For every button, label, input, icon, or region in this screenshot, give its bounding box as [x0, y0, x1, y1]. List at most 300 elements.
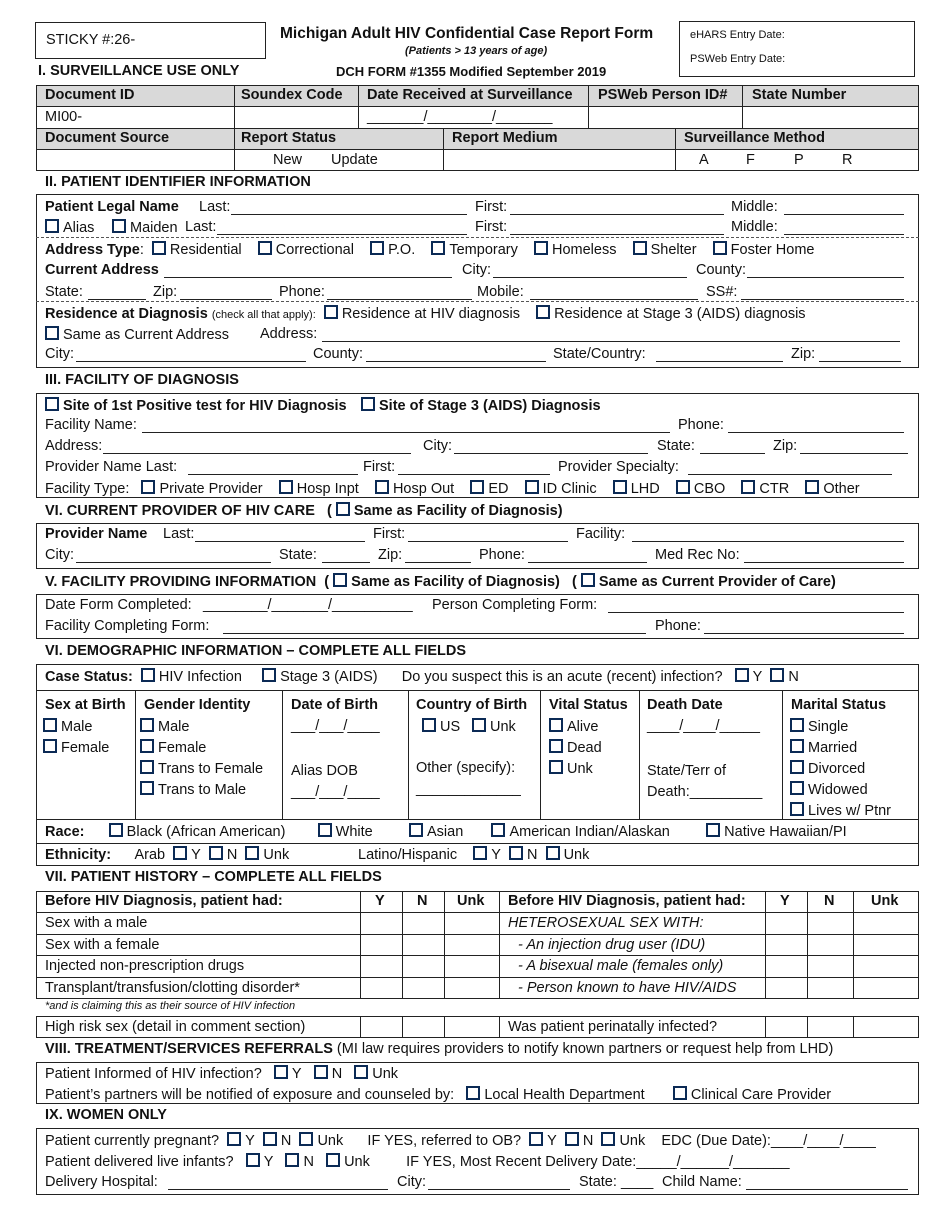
checkbox-icon[interactable] — [509, 846, 523, 860]
maiden-option[interactable] — [112, 219, 178, 237]
col-document-id: Document ID — [45, 87, 135, 103]
completing-phone-input[interactable] — [704, 620, 904, 634]
med-rec-input[interactable] — [744, 549, 904, 563]
checkbox-icon[interactable] — [299, 1132, 313, 1146]
delivered-yes-option[interactable]: Y — [263, 1154, 274, 1170]
checkbox-icon[interactable] — [491, 823, 505, 837]
history-right-header: Before HIV Diagnosis, patient had: — [508, 893, 746, 909]
section-women-title: IX. WOMEN ONLY — [45, 1107, 167, 1123]
checkbox-icon[interactable] — [173, 846, 187, 860]
homeless-option[interactable]: Homeless — [551, 242, 617, 258]
race-label: Race: — [45, 824, 85, 840]
checkbox-icon[interactable] — [45, 219, 59, 233]
provider-zip-input[interactable] — [405, 549, 471, 563]
paren: ( — [571, 574, 577, 590]
checkbox-icon[interactable] — [713, 241, 727, 255]
col-line — [588, 85, 589, 128]
maiden-label: Maiden — [130, 220, 178, 236]
delivered-no-option[interactable]: N — [303, 1154, 314, 1170]
current-provider-title-text: VI. CURRENT PROVIDER OF HIV CARE — [45, 503, 315, 519]
alias-last-input[interactable] — [217, 221, 467, 235]
trans-female-label: Trans to Female — [158, 761, 264, 777]
checkbox-icon[interactable] — [318, 823, 332, 837]
shelter-option[interactable]: Shelter — [650, 242, 697, 258]
country-us-option[interactable] — [422, 718, 460, 736]
facility-completing-input[interactable] — [223, 620, 646, 634]
delivery-hospital-label: Delivery Hospital: — [45, 1174, 158, 1190]
checkbox-icon[interactable] — [549, 718, 563, 732]
row-line — [36, 819, 919, 820]
vital-dead-option[interactable] — [549, 739, 602, 757]
history-row-idu: - An injection drug user (IDU) — [518, 937, 706, 953]
history-row-transplant: Transplant/transfusion/clotting disorder* — [45, 980, 300, 996]
provider-specialty-input[interactable] — [688, 461, 892, 475]
ob-yes-option[interactable]: Y — [547, 1133, 557, 1149]
child-name-label: Child Name: — [662, 1174, 742, 1190]
ehars-entry-date: eHARS Entry Date: — [690, 29, 785, 41]
col-line — [408, 690, 409, 819]
residence-hiv-option[interactable]: Residence at HIV diagnosis — [341, 306, 520, 322]
gender-female-option[interactable] — [140, 739, 206, 757]
provider-name-label: Provider Name — [45, 526, 148, 542]
residential-option[interactable]: Residential — [169, 242, 242, 258]
checkbox-icon[interactable] — [45, 397, 59, 411]
current-zip-label: Zip: — [153, 284, 178, 300]
alias-middle-input[interactable] — [784, 221, 904, 235]
current-zip-input[interactable] — [180, 286, 272, 300]
informed-no-option[interactable]: N — [331, 1066, 343, 1082]
facility-type-row — [45, 480, 860, 498]
checkbox-icon[interactable] — [741, 480, 755, 494]
dx-provider-first-label: First: — [363, 459, 396, 475]
col-line — [234, 128, 235, 171]
delivery-city-input[interactable] — [428, 1176, 570, 1190]
checkbox-icon[interactable] — [314, 1065, 328, 1079]
checkbox-icon[interactable] — [279, 480, 293, 494]
pregnant-row — [45, 1132, 876, 1150]
checkbox-icon[interactable] — [45, 326, 59, 340]
facility-zip-input[interactable] — [800, 440, 908, 454]
delivery-state-label: State: — [579, 1174, 617, 1190]
provider-last-label: Last: — [163, 526, 195, 542]
history-row-bisexual: - A bisexual male (females only) — [518, 958, 724, 974]
dob-input[interactable]: ___/___/____ — [291, 718, 380, 734]
col-line — [402, 1016, 403, 1038]
checkbox-icon[interactable] — [549, 760, 563, 774]
facility-name-input[interactable] — [142, 419, 670, 433]
alias-label: Alias — [63, 220, 95, 236]
facility-state-input[interactable] — [700, 440, 765, 454]
country-unk-label: Unk — [490, 719, 516, 735]
vital-alive-option[interactable] — [549, 718, 598, 736]
legal-middle-input[interactable] — [784, 201, 904, 215]
facility-city-input[interactable] — [454, 440, 648, 454]
edc-field[interactable]: EDC (Due Date):____/____/____ — [661, 1133, 876, 1149]
checkbox-icon[interactable] — [227, 1132, 241, 1146]
paren: ( — [326, 503, 332, 519]
form-title: Michigan Adult HIV Confidential Case Report Form — [280, 25, 654, 42]
checkbox-icon[interactable] — [565, 1132, 579, 1146]
dx-provider-last-input[interactable] — [188, 461, 358, 475]
col-psweb-id: PSWeb Person ID# — [598, 87, 728, 103]
checkbox-icon[interactable] — [141, 480, 155, 494]
col-line — [540, 690, 541, 819]
checkbox-icon[interactable] — [581, 573, 595, 587]
col-line — [765, 1016, 766, 1038]
dx-provider-first-input[interactable] — [398, 461, 550, 475]
status-update[interactable]: Update — [331, 152, 378, 168]
checkbox-icon[interactable] — [790, 739, 804, 753]
current-mobile-input[interactable] — [530, 286, 698, 300]
ethnicity-row — [45, 846, 289, 864]
sex-at-birth-header: Sex at Birth — [45, 697, 126, 713]
marital-divorced-option[interactable] — [790, 760, 865, 778]
type-ed[interactable]: ED — [488, 481, 509, 497]
trans-male-option[interactable] — [140, 781, 246, 799]
provider-first-input[interactable] — [408, 528, 568, 542]
residence-county-input[interactable] — [366, 348, 546, 362]
residence-state-country-input[interactable] — [656, 348, 783, 362]
col-line — [402, 891, 403, 999]
checkbox-icon[interactable] — [262, 668, 276, 682]
person-completing-input[interactable] — [608, 599, 904, 613]
stage3-option[interactable]: Stage 3 (AIDS) — [280, 669, 378, 685]
method-p[interactable]: P — [794, 152, 804, 168]
type-hosp-inpt[interactable]: Hosp Inpt — [296, 481, 359, 497]
checkbox-icon[interactable] — [354, 1065, 368, 1079]
checkbox-icon[interactable] — [324, 305, 338, 319]
site-aids-option[interactable] — [361, 397, 601, 415]
type-ctr[interactable]: CTR — [759, 481, 790, 497]
pregnant-yes-option[interactable]: Y — [245, 1133, 255, 1149]
col-line — [675, 128, 676, 171]
race-white-option[interactable]: White — [335, 824, 373, 840]
sticky-number: STICKY #:26- — [46, 32, 136, 48]
check-all-note: (check all that apply): — [211, 309, 316, 321]
section-patient-history-title: VII. PATIENT HISTORY – COMPLETE ALL FIELDS — [45, 869, 382, 885]
checkbox-icon[interactable] — [336, 502, 350, 516]
checkbox-icon[interactable] — [140, 760, 154, 774]
residence-zip-input[interactable] — [819, 348, 901, 362]
checkbox-icon[interactable] — [473, 846, 487, 860]
informed-row — [45, 1065, 398, 1083]
checkbox-icon[interactable] — [601, 1132, 615, 1146]
history-left-header: Before HIV Diagnosis, patient had: — [45, 893, 283, 909]
provider-city-input[interactable] — [76, 549, 271, 563]
checkbox-icon[interactable] — [472, 718, 486, 732]
row-line — [36, 843, 919, 844]
referrals-title-text: VIII. TREATMENT/SERVICES REFERRALS — [45, 1041, 333, 1057]
checkbox-icon[interactable] — [790, 760, 804, 774]
residence-aids-option[interactable]: Residence at Stage 3 (AIDS) diagnosis — [554, 306, 806, 322]
checkbox-icon[interactable] — [140, 718, 154, 732]
facility-providing-title-text: V. FACILITY PROVIDING INFORMATION — [45, 574, 317, 590]
informed-yes-option[interactable]: Y — [291, 1066, 302, 1082]
facility-completing-label: Facility Completing Form: — [45, 618, 210, 634]
delivery-hospital-input[interactable] — [168, 1176, 388, 1190]
race-asian-option[interactable]: Asian — [427, 824, 464, 840]
provider-state-input[interactable] — [322, 549, 370, 563]
vital-unk-option[interactable] — [549, 760, 593, 778]
checkbox-icon[interactable] — [246, 1153, 260, 1167]
latino-yes-option[interactable]: Y — [491, 847, 501, 863]
col-line — [639, 690, 640, 819]
checkbox-icon[interactable] — [613, 480, 627, 494]
provider-facility-input[interactable] — [632, 528, 904, 542]
checkbox-icon[interactable] — [534, 241, 548, 255]
current-state-label: State: — [45, 284, 83, 300]
checkbox-icon[interactable] — [140, 781, 154, 795]
gender-identity-header: Gender Identity — [144, 697, 251, 713]
death-date-input[interactable]: ____/____/_____ — [647, 718, 760, 734]
method-r[interactable]: R — [842, 152, 853, 168]
current-city-input[interactable] — [493, 264, 687, 278]
arab-yes-option[interactable]: Y — [191, 847, 201, 863]
pregnant-no-option[interactable]: N — [280, 1133, 292, 1149]
section-current-provider-title — [45, 502, 563, 520]
ob-unk-option[interactable]: Unk — [619, 1133, 646, 1149]
residence-county-label: County: — [313, 346, 363, 362]
legal-name-label: Patient Legal Name — [45, 199, 179, 215]
ssn-input[interactable] — [741, 286, 904, 300]
acute-yes-option[interactable]: Y — [752, 669, 763, 685]
checkbox-icon[interactable] — [152, 241, 166, 255]
checkbox-icon[interactable] — [549, 739, 563, 753]
arab-label: Arab — [134, 847, 166, 863]
delivery-state-input[interactable]: ____ — [621, 1174, 654, 1190]
gender-male-option[interactable] — [140, 718, 189, 736]
current-phone-label: Phone: — [279, 284, 325, 300]
method-a[interactable]: A — [699, 152, 709, 168]
checkbox-icon[interactable] — [43, 718, 57, 732]
checkbox-icon[interactable] — [525, 480, 539, 494]
marital-divorced-label: Divorced — [808, 761, 866, 777]
foster-home-option[interactable]: Foster Home — [730, 242, 815, 258]
provider-last-input[interactable] — [195, 528, 365, 542]
checkbox-icon[interactable] — [109, 823, 123, 837]
section-referrals-title — [45, 1041, 833, 1058]
row-line — [36, 934, 919, 935]
type-lhd[interactable]: LHD — [630, 481, 660, 497]
trans-female-option[interactable] — [140, 760, 263, 778]
checkbox-icon[interactable] — [422, 718, 436, 732]
po-option[interactable]: P.O. — [388, 242, 416, 258]
alias-option[interactable] — [45, 219, 94, 237]
race-nhpi-option[interactable]: Native Hawaiian/PI — [724, 824, 847, 840]
divider — [36, 237, 919, 238]
trans-male-label: Trans to Male — [158, 782, 247, 798]
checkbox-icon[interactable] — [245, 846, 259, 860]
type-hosp-out[interactable]: Hosp Out — [392, 481, 455, 497]
country-unk-option[interactable] — [472, 718, 516, 736]
divider — [36, 301, 919, 302]
row-line — [36, 106, 919, 107]
checkbox-icon[interactable] — [326, 1153, 340, 1167]
checkbox-icon[interactable] — [370, 241, 384, 255]
checkbox-icon[interactable] — [546, 846, 560, 860]
checkbox-icon[interactable] — [735, 668, 749, 682]
checkbox-icon[interactable] — [706, 823, 720, 837]
arab-no-option[interactable]: N — [226, 847, 238, 863]
marital-single-label: Single — [808, 719, 849, 735]
latino-no-option[interactable]: N — [527, 847, 538, 863]
arab-unk-option[interactable]: Unk — [263, 847, 290, 863]
checkbox-icon[interactable] — [805, 480, 819, 494]
informed-unk-option[interactable]: Unk — [372, 1066, 399, 1082]
person-completing-label: Person Completing Form: — [432, 597, 598, 613]
other-specify-input[interactable]: _____________ — [416, 781, 521, 797]
pregnant-question: Patient currently pregnant? — [45, 1133, 220, 1149]
vital-dead-label: Dead — [567, 740, 602, 756]
delivery-city-label: City: — [397, 1174, 426, 1190]
acute-no-option[interactable]: N — [788, 669, 799, 685]
residence-address-input[interactable] — [322, 328, 900, 342]
status-new[interactable]: New — [273, 152, 303, 168]
legal-middle-label: Middle: — [731, 199, 778, 215]
sex-female-option[interactable] — [43, 739, 109, 757]
marital-lives-option[interactable] — [790, 802, 891, 820]
history-n-header-2: N — [824, 893, 835, 909]
latino-label: Latino/Hispanic — [358, 847, 458, 863]
checkbox-icon[interactable] — [790, 781, 804, 795]
col-line — [742, 85, 743, 128]
current-county-input[interactable] — [747, 264, 904, 278]
partners-ccp-option[interactable]: Clinical Care Provider — [690, 1087, 832, 1103]
residence-zip-label: Zip: — [791, 346, 816, 362]
date-received-field[interactable]: _______/________/_______ — [367, 109, 553, 125]
checkbox-icon[interactable] — [770, 668, 784, 682]
recent-delivery-field[interactable]: IF YES, Most Recent Delivery Date:_____/______/_______ — [406, 1154, 790, 1170]
col-line — [135, 690, 136, 819]
legal-last-label: Last: — [199, 199, 231, 215]
document-id-value[interactable]: MI00- — [45, 109, 83, 125]
checkbox-icon[interactable] — [140, 739, 154, 753]
temporary-option[interactable]: Temporary — [449, 242, 518, 258]
checkbox-icon[interactable] — [258, 241, 272, 255]
same-as-provider-option[interactable]: Same as Current Provider of Care) — [598, 574, 836, 590]
form-subtitle: (Patients > 13 years of age) — [405, 45, 548, 57]
checkbox-icon[interactable] — [529, 1132, 543, 1146]
residence-city-label: City: — [45, 346, 74, 362]
current-city-label: City: — [462, 262, 491, 278]
col-line — [499, 1016, 500, 1038]
row-line — [36, 128, 919, 129]
history-row-high-risk: High risk sex (detail in comment section) — [45, 1019, 306, 1035]
alias-first-input[interactable] — [510, 221, 724, 235]
ethnicity-label: Ethnicity: — [45, 847, 112, 863]
site-hiv-option[interactable] — [45, 397, 347, 415]
delivered-question: Patient delivered live infants? — [45, 1154, 234, 1170]
address-type-row: Address Type: Residential Correctional P.O. Temporary Homeless Shelter Foster Home — [45, 242, 815, 258]
provider-state-label: State: — [279, 547, 317, 563]
latino-row — [358, 846, 589, 864]
alias-dob-input[interactable]: ___/___/____ — [291, 784, 380, 800]
checkbox-icon[interactable] — [790, 718, 804, 732]
type-other[interactable]: Other — [823, 481, 860, 497]
checkbox-icon[interactable] — [375, 480, 389, 494]
section-patient-identifier-title: II. PATIENT IDENTIFIER INFORMATION — [45, 174, 311, 190]
alias-last-label: Last: — [185, 219, 217, 235]
type-id-clinic[interactable]: ID Clinic — [542, 481, 597, 497]
race-black-option[interactable]: Black (African American) — [126, 824, 286, 840]
latino-unk-option[interactable]: Unk — [563, 847, 590, 863]
race-amind-option[interactable]: American Indian/Alaskan — [509, 824, 670, 840]
checkbox-icon[interactable] — [361, 397, 375, 411]
marital-status-header: Marital Status — [791, 697, 887, 713]
delivered-row — [45, 1153, 790, 1171]
checkbox-icon[interactable] — [633, 241, 647, 255]
facility-state-label: State: — [657, 438, 695, 454]
checkbox-icon[interactable] — [274, 1065, 288, 1079]
facility-phone-input[interactable] — [728, 419, 904, 433]
checkbox-icon[interactable] — [536, 305, 550, 319]
facility-address-label: Address: — [45, 438, 103, 454]
same-as-current-option[interactable] — [45, 326, 229, 344]
same-as-dx-option[interactable]: Same as Facility of Diagnosis) — [353, 503, 563, 519]
residence-city-input[interactable] — [76, 348, 306, 362]
legal-first-label: First: — [475, 199, 508, 215]
checkbox-icon[interactable] — [409, 823, 423, 837]
current-state-input[interactable] — [88, 286, 146, 300]
checkbox-icon[interactable] — [209, 846, 223, 860]
checkbox-icon[interactable] — [285, 1153, 299, 1167]
marital-widowed-option[interactable] — [790, 781, 868, 799]
death-state-input[interactable]: Death:_________ — [647, 784, 763, 800]
type-private-provider[interactable]: Private Provider — [159, 481, 263, 497]
pregnant-unk-option[interactable]: Unk — [317, 1133, 344, 1149]
checkbox-icon[interactable] — [112, 219, 126, 233]
method-f[interactable]: F — [746, 152, 755, 168]
checkbox-icon[interactable] — [43, 739, 57, 753]
checkbox-icon[interactable] — [466, 1086, 480, 1100]
acute-infection-question: Do you suspect this is an acute (recent) infection? — [401, 669, 723, 685]
checkbox-icon[interactable] — [263, 1132, 277, 1146]
type-cbo[interactable]: CBO — [693, 481, 726, 497]
partners-lhd-option[interactable]: Local Health Department — [484, 1087, 645, 1103]
ob-no-option[interactable]: N — [582, 1133, 594, 1149]
legal-last-input[interactable] — [231, 201, 467, 215]
checkbox-icon[interactable] — [333, 573, 347, 587]
marital-married-option[interactable] — [790, 739, 857, 757]
hiv-infection-option[interactable]: HIV Infection — [158, 669, 242, 685]
col-line — [765, 891, 766, 999]
facility-address-input[interactable] — [103, 440, 411, 454]
child-name-input[interactable] — [746, 1176, 908, 1190]
history-n-header: N — [417, 893, 428, 909]
checkbox-icon[interactable] — [431, 241, 445, 255]
current-phone-input[interactable] — [327, 286, 472, 300]
sex-male-option[interactable] — [43, 718, 92, 736]
partners-row — [45, 1086, 831, 1104]
same-as-dx-option[interactable]: Same as Facility of Diagnosis) — [351, 574, 560, 590]
provider-phone-input[interactable] — [528, 549, 647, 563]
marital-single-option[interactable] — [790, 718, 848, 736]
checkbox-icon[interactable] — [141, 668, 155, 682]
delivered-unk-option[interactable]: Unk — [344, 1154, 370, 1170]
col-surveillance-method: Surveillance Method — [684, 130, 826, 146]
checkbox-icon[interactable] — [790, 802, 804, 816]
legal-first-input[interactable] — [510, 201, 724, 215]
checkbox-icon[interactable] — [676, 480, 690, 494]
completing-phone-label: Phone: — [655, 618, 701, 634]
correctional-option[interactable]: Correctional — [275, 242, 354, 258]
col-line — [499, 891, 500, 999]
current-address-input[interactable] — [164, 264, 452, 278]
date-completed-input[interactable]: ________/_______/__________ — [203, 597, 413, 613]
alias-dob-label: Alias DOB — [291, 763, 358, 779]
checkbox-icon[interactable] — [673, 1086, 687, 1100]
checkbox-icon[interactable] — [470, 480, 484, 494]
